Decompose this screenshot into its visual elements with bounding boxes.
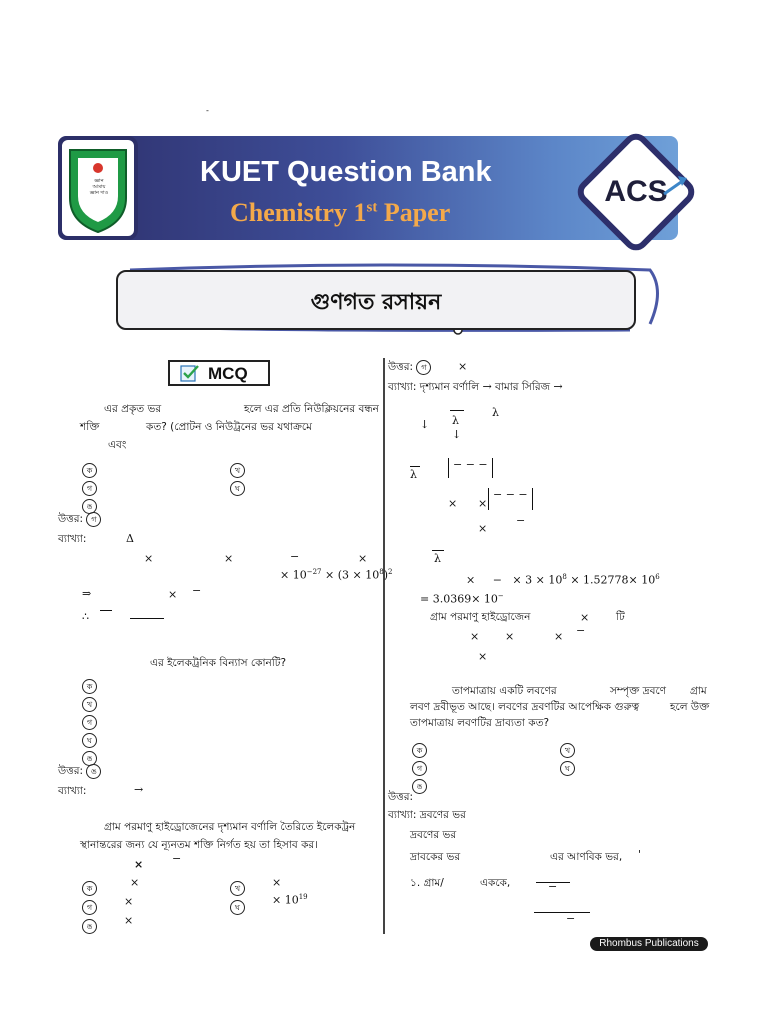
q4-apostrophe: ' [638, 849, 641, 861]
q4-molecular: এর আণবিক ভর, [550, 851, 623, 863]
q2-option-gha[interactable] [82, 728, 97, 748]
q3-option-kha[interactable] [230, 876, 245, 896]
logo-motto [86, 178, 112, 196]
q1-option-uma[interactable] [82, 494, 97, 514]
minus-sign: − [290, 550, 300, 563]
answer-label: উত্তর: [58, 513, 84, 525]
answer-marker: ঙ [86, 764, 101, 779]
q1-explain-label: ব্যাখ্যা: [58, 533, 87, 545]
down-arrow-icon: ↓ [420, 418, 430, 431]
checklist-icon [180, 364, 200, 382]
therefore-symbol: ∴ [82, 610, 89, 623]
minus-sign: − [566, 912, 576, 925]
publisher-badge: Rhombus Publications [590, 937, 708, 951]
ti-text: টি [616, 611, 625, 623]
university-logo [58, 136, 138, 240]
times-sign: × [144, 552, 154, 565]
times-sign: × [448, 497, 458, 510]
power-exponent: 8 [562, 573, 567, 581]
times-sign: × [505, 630, 515, 643]
q4-option-ka[interactable] [412, 738, 427, 758]
times-sign: × [124, 895, 134, 908]
subtitle-sup: st [366, 199, 378, 216]
minus-sign: − [192, 584, 202, 597]
bracket-expression: − − − [448, 458, 493, 478]
option-marker: গ [412, 761, 427, 776]
q4-unit-line: ১. গ্রাম/ [410, 877, 444, 889]
power-exponent: − [497, 592, 504, 600]
acs-logo [566, 122, 706, 262]
q4-solution-mass: দ্রবণের ভর [410, 829, 457, 841]
minus-sign: − [492, 573, 502, 587]
bracket-close: ) [383, 568, 388, 582]
subtitle-tail: Paper [377, 198, 451, 227]
q3-power [272, 893, 308, 907]
r-answer [388, 360, 431, 375]
times-sign: × [358, 552, 368, 565]
q3-option-gha[interactable] [230, 895, 245, 915]
power-exponent: 6 [655, 573, 660, 581]
q2-option-ka[interactable] [82, 674, 97, 694]
top-dot: - [206, 106, 209, 115]
times-sign: × [272, 876, 282, 889]
q4-solvent-mass: দ্রাবকের ভর [410, 851, 461, 863]
q3-line2: স্থানান্তরের জন্য যে ন্যূনতম শক্তি নির্গত হয় তা হিসাব কর। [80, 839, 318, 851]
q1-option-ga[interactable] [82, 476, 97, 496]
option-marker: ঙ [82, 919, 97, 934]
times-sign: × [124, 914, 134, 927]
calc-result [420, 592, 504, 606]
answer-label: উত্তর: [388, 361, 414, 373]
q4-line2: লবণ দ্রবীভূত আছে। লবণের দ্রবণটির আপেক্ষিক গুরুত্ব [410, 701, 640, 713]
times-sign: × [580, 611, 590, 624]
option-marker: খ [230, 463, 245, 478]
bracket-expression: − − − [488, 488, 533, 510]
answer-marker: গ [86, 512, 101, 527]
q1-option-kha[interactable] [230, 458, 245, 478]
q2-question: এর ইলেকট্রনিক বিন্যাস কোনটি? [150, 657, 287, 669]
fraction-bar [100, 610, 112, 611]
fraction-bar [410, 466, 420, 467]
times-sign: × [466, 573, 476, 587]
paper-subtitle [230, 198, 450, 228]
fraction-bar [534, 912, 590, 913]
option-marker: খ [82, 697, 97, 712]
q1-line2b: কত? (প্রোটন ও নিউট্রনের ভর যথাক্রমে [146, 421, 312, 433]
power-base: × 10 [280, 568, 307, 582]
fraction-bar [450, 410, 464, 411]
option-marker: ঘ [560, 761, 575, 776]
lambda-symbol: λ [452, 414, 459, 427]
minus-sign: − [516, 514, 526, 527]
mcq-heading: MCQ [208, 364, 248, 383]
acs-text: ACS [604, 175, 668, 208]
logo-motto-line: আমায় [92, 184, 106, 190]
answer-marker: গ [416, 360, 431, 375]
hydrogen-text: গ্রাম পরমাণু হাইড্রোজেন [430, 611, 531, 623]
q4-line1c: গ্রাম [690, 685, 707, 697]
option-marker: ঘ [82, 733, 97, 748]
power-exponent: −27 [306, 568, 322, 576]
times-sign: × [478, 497, 488, 510]
power-exponent: 19 [298, 893, 308, 901]
q3-option-ka[interactable] [82, 876, 97, 896]
power-base: × 1.52778× 10 [570, 573, 656, 587]
q2-option-kha[interactable] [82, 692, 97, 712]
times-sign: × [224, 552, 234, 565]
power-exponent: 8 [379, 568, 384, 576]
q4-option-gha[interactable] [560, 756, 575, 776]
power-exponent: 2 [387, 568, 393, 576]
explain-text: ব্যাখ্যা: দৃশ্যমান বর্ণালি [388, 381, 480, 393]
q3-line1: গ্রাম পরমাণু হাইড্রোজেনের দৃশ্যমান বর্ণালি তৈরিতে ইলেকট্রন [104, 821, 356, 833]
subtitle-main: Chemistry 1 [230, 198, 367, 227]
r-explain [388, 380, 563, 394]
q4-line3: তাপমাত্রায় লবণটির দ্রাব্যতা কত? [410, 717, 550, 729]
arrow-symbol: → [134, 783, 144, 796]
q4-line2b: হলে উক্ত [670, 701, 710, 713]
option-marker: ঙ [82, 499, 97, 514]
option-marker: ক [82, 881, 97, 896]
times-sign: × [458, 360, 468, 373]
series-name: বামার সিরিজ [495, 381, 551, 393]
option-marker: ক [82, 463, 97, 478]
q1-line2a: শক্তি [80, 421, 100, 433]
delta-symbol: Δ [126, 532, 134, 545]
option-marker: খ [560, 743, 575, 758]
q1-option-gha[interactable] [230, 476, 245, 496]
q1-line1b: হলে এর প্রতি নিউক্লিয়নের বন্ধন [244, 403, 379, 415]
q3-option-ga[interactable] [82, 895, 97, 915]
q4-line1a: তাপমাত্রায় একটি লবণের [452, 685, 557, 697]
minus-sign: − [172, 852, 182, 865]
power-base: × 10 [272, 893, 299, 907]
option-marker: ঘ [230, 481, 245, 496]
lambda-symbol: λ [492, 406, 499, 419]
option-marker: ঙ [412, 779, 427, 794]
q4-line1b: সম্পৃক্ত দ্রবণে [610, 685, 667, 697]
option-marker: খ [230, 881, 245, 896]
option-marker: গ [82, 481, 97, 496]
answer-label: উত্তর: [58, 765, 84, 777]
times-sign: × [554, 630, 564, 643]
down-arrow-icon: ↓ [452, 428, 462, 441]
times-sign: × [470, 630, 480, 643]
minus-sign: − [548, 880, 558, 893]
q4-answer-label: উত্তর: [388, 791, 414, 803]
q1-line3: এবং [108, 439, 127, 451]
times-sign: × [134, 858, 144, 871]
times-sign: × [130, 876, 140, 889]
option-marker: ক [412, 743, 427, 758]
calc-line [466, 573, 660, 587]
q4-explain: ব্যাখ্যা: দ্রবণের ভর [388, 809, 466, 821]
q2-explain-label: ব্যাখ্যা: [58, 785, 87, 797]
lambda-symbol: λ [434, 552, 441, 565]
chapter-title: গুণগত রসায়ন [310, 290, 442, 315]
power-base: × (3 × 10 [325, 568, 380, 582]
implies-arrow: ⇒ [82, 587, 92, 600]
q4-option-uma[interactable] [412, 774, 427, 794]
option-marker: গ [82, 900, 97, 915]
q1-option-ka[interactable] [82, 458, 97, 478]
option-marker: গ [82, 715, 97, 730]
q2-option-uma[interactable] [82, 746, 97, 766]
q1-answer [58, 512, 101, 527]
times-sign: × [168, 588, 178, 601]
q1-mass-expression [280, 568, 392, 582]
column-divider [383, 358, 385, 934]
bank-title: KUET Question Bank [200, 156, 492, 188]
q4-unit-tail: এককে, [480, 877, 511, 889]
times-sign: × [478, 650, 488, 663]
q4-option-ga[interactable] [412, 756, 427, 776]
minus-sign: − [576, 624, 586, 637]
logo-motto-line: জ্ঞান [94, 178, 104, 184]
q2-option-ga[interactable] [82, 710, 97, 730]
fraction-bar [432, 550, 444, 551]
q1-line1a: এর প্রকৃত ভর [104, 403, 162, 415]
arrow-symbol: → [482, 380, 492, 393]
logo-motto-line: জ্ঞান দাও [89, 190, 109, 196]
option-marker: ক [82, 679, 97, 694]
q2-answer [58, 764, 101, 779]
power-base: × 3 × 10 [512, 573, 563, 587]
option-marker: ঘ [230, 900, 245, 915]
result-value: = 3.0369× 10 [420, 592, 498, 606]
lambda-symbol: λ [410, 468, 417, 481]
q3-option-uma[interactable] [82, 914, 97, 934]
times-sign: × [478, 522, 488, 535]
fraction-bar [130, 618, 164, 619]
arrow-symbol: → [553, 380, 563, 393]
option-marker: ঙ [82, 751, 97, 766]
q4-option-kha[interactable] [560, 738, 575, 758]
